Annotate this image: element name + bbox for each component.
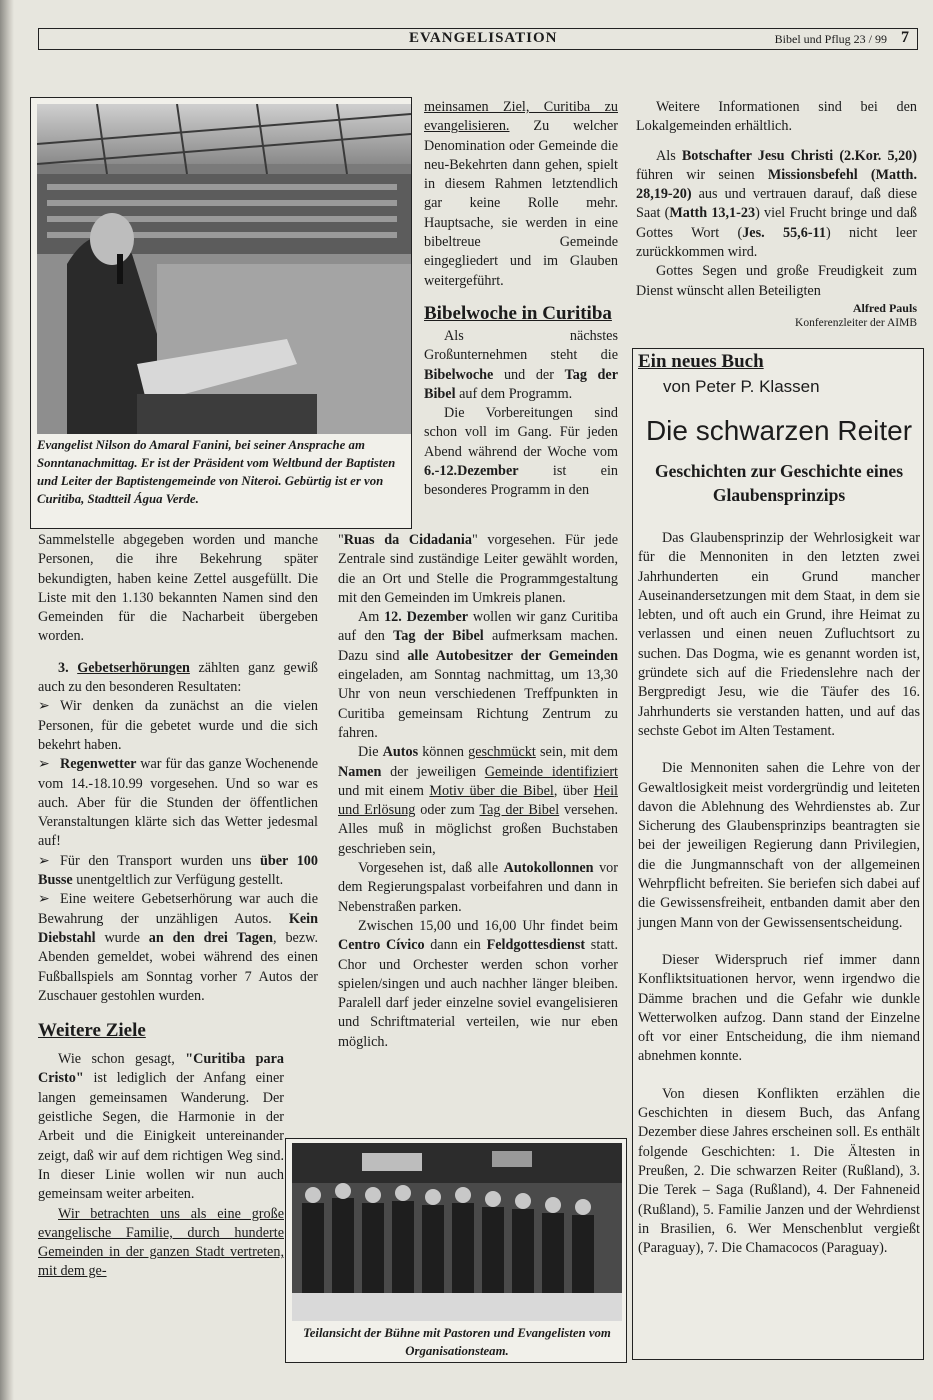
col1-paragraph-3 <box>38 1050 284 1204</box>
p3-pre: Wie schon gesagt, <box>58 1051 186 1068</box>
column-3 <box>636 98 917 331</box>
mid-p3-e: , über <box>553 782 594 799</box>
col1-paragraph-2 <box>38 659 318 698</box>
mid-p3-c: der jeweiligen <box>381 763 485 780</box>
col1-paragraph-4 <box>38 1205 284 1282</box>
mid-p5-bold-2: Feldgottesdienst <box>486 937 586 954</box>
p4-text: Wir betrachten uns als eine große evangelische Familie, durch hunderte Gemeinden in der ganzen Stadt vertreten, mit dem ge- <box>38 1205 284 1280</box>
mid-p3-a: können <box>418 744 469 761</box>
mid-p3-u1: geschmückt <box>468 744 536 761</box>
mid-p4-rest: vor dem Regierungspalast vorbeifahren und dann in Nebenstraßen parken. <box>338 860 618 915</box>
col3-p2-rest: ) nicht leer zurückkommen wird. <box>636 224 917 261</box>
col2-p2-pre: Als nächstes Großunternehmen steht die <box>424 327 618 364</box>
col1-paragraph-1: Sammelstelle abgegeben worden und manche Personen, die ihre Bekehrung später bekundigten, haben keine Zettel ausgefüllt. Die Liste mit den 1.130 bekannten Namen sind den Gemeinden für die Nacharbeit übergeben worden. <box>38 532 318 645</box>
col1-p2-rest: zählten ganz gewiß auch zu den besonderen Resultaten: <box>38 659 319 696</box>
bullet-4-mid: wurde <box>95 929 149 946</box>
col2-p2-bold-2: Tag der Bibel <box>424 366 618 402</box>
heading-bibelwoche: Bibelwoche in Curitiba <box>424 302 612 324</box>
mid-p1-bold: Ruas da Cidadania <box>343 532 472 548</box>
column-2-continued <box>338 531 618 1052</box>
book-paragraph-1: Das Glaubensprinzip der Wehrlosigkeit war für die Mennoniten in den letzten zwei Jahrhunderten ein Grund mancher Auseinandersetzungen mit dem Staat, in dem sie lebten, und oft auch ein Grund, ihre Heimat zu verlassen und einen neuen Zufluchtsort zu suchen. Das Dogma, wie es genannt worden ist, gründete sich auf die Friedenslehre nach der Bergpredigt Jesu, wie die Täufer des 16. Jahrhunderts sie verstanden hatten, und auf das sechste Gebot im Alten Testament. <box>638 530 920 739</box>
col2-paragraph-3 <box>424 404 618 500</box>
photo-stage-image <box>292 1143 622 1321</box>
photo-stage-caption: Teilansicht der Bühne mit Pastoren und Evangelisten vom Organisationsteam. <box>303 1326 611 1358</box>
bullet-1-text: Wir denken da zunächst an die vielen Personen, für die gebetet wurde und die sich bekehrt haben. <box>38 698 318 753</box>
mid-p2-bold-2: Tag der Bibel <box>393 628 484 645</box>
mid-p3-d: und mit einem <box>338 782 430 799</box>
mid-p4-bold: Autokollonnen <box>503 860 594 877</box>
col2-p1-underlined: meinsamen Ziel, Curitiba zu evangelisieren. <box>424 99 618 135</box>
photo-evangelist-image <box>37 104 411 434</box>
book-author: von Peter P. Klassen <box>663 377 820 396</box>
mid-p2-mid-2: aufmerksam machen. Dazu sind <box>338 628 618 664</box>
book-paragraph-3: Dieser Widerspruch rief immer dann Konfliktsituationen hervor, wenn irgendwo die Dämme brachen und die Gefahr wie dunkle Wetterwolken aufzog. Dann stand der Einzelne oft vor einer Entscheidung, die ihm niemand abnehmen konnte. <box>638 951 920 1065</box>
mid-p2-bold-1: 12. Dezember <box>384 609 469 626</box>
mid-p1-pre: " <box>338 532 344 548</box>
col3-p2-c: ) viel Frucht bringe und daß Gottes Wort ( <box>636 205 917 241</box>
column-2 <box>424 98 618 501</box>
signature-role: Konferenzleiter der AIMB <box>795 316 917 329</box>
bullet-3-bold: über 100 Busse <box>38 852 318 889</box>
page-header <box>38 28 918 50</box>
col3-p2-pre: Als <box>656 147 682 164</box>
mid-p3-u4: Heil und Erlösung <box>338 782 618 819</box>
signature-name: Alfred Pauls <box>852 300 917 315</box>
mid-p1-rest: " vorgesehen. Für jede Zentrale sind zuständige Leiter gewählt worden, die an Ort und Stelle die Programmgestaltung mit den Gemeinden im Umkreis planen. <box>338 532 618 606</box>
mid-paragraph-3 <box>338 743 618 859</box>
col2-paragraph-2 <box>424 327 618 404</box>
book-heading: Ein neues Buch <box>638 351 764 372</box>
arrow-bullet-icon: ➢ <box>38 852 50 869</box>
col3-paragraph-1: Weitere Informationen sind bei den Lokalgemeinden erhältlich. <box>636 99 917 135</box>
mid-paragraph-5 <box>338 917 618 1052</box>
mid-p4-pre: Vorgesehen ist, daß alle <box>358 860 504 877</box>
col1-prayer-heading: Gebetserhörungen <box>77 659 190 676</box>
book-subtitle: Geschichten zur Geschichte eines Glaubensprinzips <box>654 461 904 505</box>
mid-p5-mid: dann ein <box>424 937 487 954</box>
bullet-4-pre: Eine weitere Gebetserhörung war auch die Bewahrung der unzähligen Autos. <box>38 891 318 927</box>
magazine-issue: Bibel und Pflug 23 / 99 <box>774 32 887 46</box>
mid-paragraph-4 <box>338 859 618 917</box>
column-1 <box>38 531 318 1282</box>
col1-bullet-2 <box>38 755 318 851</box>
col2-p3-bold: 6.-12.Dezember <box>424 463 519 480</box>
col3-p2-b: aus und vertrauen darauf, daß diese Saat ( <box>636 186 917 222</box>
mid-p3-b: sein, mit dem <box>535 744 618 761</box>
bullet-3-pre: Für den Transport wurden uns <box>60 852 260 869</box>
col3-p2-bold-1: Botschafter Jesu Christi (2.Kor. 5,20) <box>681 147 917 164</box>
p3-bold: "Curitiba para Cristo" <box>38 1051 284 1087</box>
col2-p3-pre: Die Vorbereitungen sind schon voll im Gang. Für jeden Abend während der Woche vom <box>424 405 618 460</box>
col3-paragraph-3: Gottes Segen und große Freudigkeit zum Dienst wünscht allen Beteiligten <box>636 263 917 299</box>
col2-p3-rest: ist ein besonderes Programm in den <box>424 463 618 499</box>
mid-p2-bold-3: alle Autobesitzer der Gemeinden <box>407 647 618 664</box>
col2-p1-text: Zu welcher Denomination oder Gemeinde die neu-Bekehrten dann gehen, spielt in diesem Rahmen letztendlich gar keine Rolle mehr. Hauptsache, sie werden in eine bibeltreue Gemeinde eingegliedert und im Glauben weitergeführt. <box>424 118 618 289</box>
mid-paragraph-2 <box>338 608 618 743</box>
mid-p3-bold-2: Namen <box>338 763 382 780</box>
mid-p3-u2: Gemeinde identifiziert <box>484 763 618 780</box>
bullet-4-text: , bezw. Abenden gemeldet, wobei während des einen Fußballspiels am Sonntag vorher 7 Autos der Zuschauer gestohlen wurden. <box>38 929 318 1004</box>
arrow-bullet-icon: ➢ <box>38 698 50 715</box>
photo-evangelist-caption: Evangelist Nilson do Amaral Fanini, bei seiner Ansprache am Sonntanachmittag. Er ist der Präsident vom Weltbund der Baptisten und Leiter der Baptistengemeinde von Niteroi. Gebürtig ist er von Curitiba, Stadtteil Água Verde. <box>37 438 396 506</box>
bullet-3-text: unentgeltlich zur Verfügung gestellt. <box>72 872 284 889</box>
mid-p3-u5: Tag der Bibel <box>479 802 560 819</box>
mid-p3-u3: Motiv über die Bibel <box>429 782 554 799</box>
col2-paragraph-1 <box>424 98 618 291</box>
page-edge-shadow <box>0 0 14 1400</box>
book-paragraph-2: Die Mennoniten sahen die Lehre von der Gewaltlosigkeit meist vordergründig und leiteten davon die Ablehnung des Wehrdienstes ab. Zur Sicherung des Glaubensprinzips beantragten sie bei der jeweiligen Regierung dann Privilegien, die die Jungmannschaft von der allgemeinen Wehrpflicht befreiten. Sie beriefen sich dabei auf die Gewissensfreiheit, entbanden damit aber den jungen Mann von der Gewissensentscheidung. <box>638 760 920 931</box>
mid-p2-pre: Am <box>358 609 385 626</box>
mid-p3-rest: versehen. Alles muß in möglichst großen Buchstaben geschrieben sein, <box>338 802 619 857</box>
photo-evangelist-box <box>30 97 412 529</box>
col3-p2-bold-4: Jes. 55,6-11 <box>742 224 826 241</box>
bullet-2-bold: Regenwetter <box>60 756 137 773</box>
col3-paragraph-2 <box>636 147 917 263</box>
col1-number: 3. <box>58 659 69 676</box>
p3-text: ist lediglich der Anfang einer langen gemeinsamen Wanderung. Der geistliche Segen, die Harmonie in der Arbeit und die Einigkeit untereinander zeigt, daß wir auf dem richtigen Weg sind. In dieser Linie wollen wir nun auch gemeinsam weiter arbeiten. <box>38 1070 284 1203</box>
col2-p2-rest: auf dem Programm. <box>455 385 573 402</box>
mid-p3-f: oder zum <box>415 802 480 819</box>
mid-paragraph-1 <box>338 531 618 608</box>
mid-p3-pre: Die <box>358 744 383 761</box>
mid-p5-bold-1: Centro Cívico <box>338 937 425 954</box>
heading-weitere-ziele: Weitere Ziele <box>38 1020 146 1042</box>
bullet-4-bold-2: an den drei Tagen <box>148 929 273 946</box>
mid-p2-rest: eingeladen, am Sonntag nachmittag, um 13,30 Uhr von neun verschiedenen Treffpunkten in Curitiba gemeinsam Richtung Zentrum zu fahren. <box>338 667 618 741</box>
col1-bullet-1 <box>38 697 318 755</box>
col1-bullet-4 <box>38 890 318 1006</box>
col1-bullet-3 <box>38 852 318 891</box>
col3-p2-a: führen wir seinen <box>636 166 768 183</box>
arrow-bullet-icon: ➢ <box>38 756 50 773</box>
mid-p2-mid-1: wollen wir ganz Curitiba auf den <box>338 609 618 645</box>
book-title: Die schwarzen Reiter <box>645 415 913 446</box>
bullet-4-bold-1: Kein Diebstahl <box>38 910 318 946</box>
col2-p2-bold-1: Bibelwoche <box>424 366 494 383</box>
col2-p2-mid: und der <box>493 366 565 383</box>
col3-p2-bold-2: Missionsbefehl (Matth. 28,19-20) <box>636 166 917 203</box>
page-number: 7 <box>901 29 909 46</box>
mid-p5-pre: Zwischen 15,00 und 16,00 Uhr findet beim <box>358 917 618 934</box>
arrow-bullet-icon: ➢ <box>38 891 50 908</box>
book-paragraph-4: Von diesen Konflikten erzählen die Geschichten in diesem Buch, das Anfang Dezember diese Jahres erscheinen soll. Es enthält folgende Geschichten: 1. Die Ältesten in Preußen, 2. Die schwarzen Reiter (Rußland), 3. Die Terek – Saga (Rußland), 4. Der Fahneneid (Rußland), 5. Familie Janzen und der Wehrdienst in Brasilien, 6. Wer Menschenblut vergießt (Paraguay), 7. Die Chamacocos (Paraguay). <box>638 1085 920 1257</box>
book-announcement-box <box>632 348 924 1360</box>
book-text <box>638 529 920 1276</box>
col3-p2-bold-3: Matth 13,1-23 <box>669 205 756 222</box>
bullet-2-text: war für das ganze Wochenende vom 14.-18.10.99 vorgesehen. Und so war es auch. Aber für die Stunden der öffentlichen Veranstaltungen klärte sich das Wetter jedesmal auf! <box>38 756 318 850</box>
mid-p5-rest: statt. Chor und Orchester werden schon vorher spielen/singen und auch nachher länger bleiben. Paralell darf jeder einzelne soviel evangelisieren und Schriftmaterial verteilen, wie nur eben möglich. <box>338 937 618 1050</box>
photo-stage-box <box>285 1138 627 1363</box>
mid-p3-bold-1: Autos <box>382 744 419 761</box>
section-title: EVANGELISATION <box>409 30 558 46</box>
